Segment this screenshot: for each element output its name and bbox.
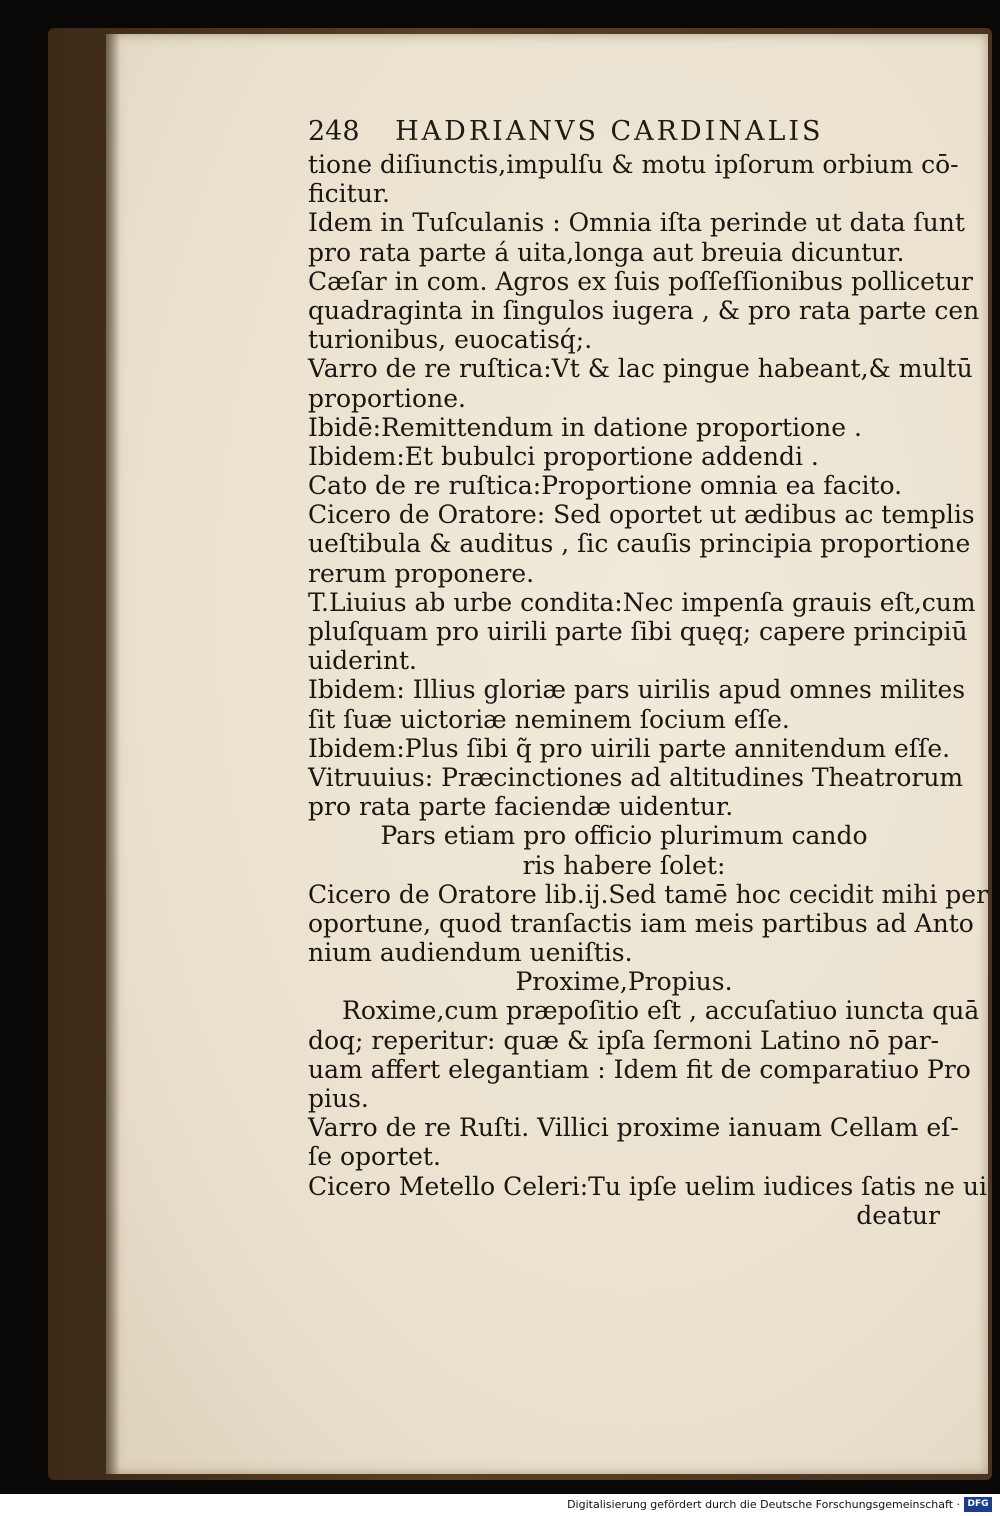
text-line: proportione.: [308, 383, 466, 413]
page-gutter-shadow: [106, 34, 120, 1474]
text-line: uiderint.: [308, 646, 417, 676]
text-line: uam affert elegantiam : Idem fit de comparatiuo Pro: [308, 1054, 971, 1084]
catchword-line: deatur: [856, 1200, 940, 1230]
text-line: T.Liuius ab urbe condita:Nec impenſa grauis eſt,cum: [308, 587, 976, 617]
text-line: Idem in Tuſculanis : Omnia iſta perinde ut data ſunt: [308, 208, 965, 238]
text-line: Ibidem:Et bubulci proportione addendi .: [308, 441, 819, 471]
section-heading-line: Pars etiam pro officio plurimum cando: [380, 821, 868, 851]
text-line: quadraginta in ſingulos iugera , & pro rata parte cen: [308, 295, 980, 325]
text-line: ueſtibula & auditus , ſic cauſis principia proportione: [308, 529, 971, 559]
text-line: Varro de re ruſtica:Vt & lac pingue habeant,& multū: [308, 354, 973, 384]
text-line: Cato de re ruſtica:Proportione omnia ea facito.: [308, 471, 903, 501]
text-line: nium audiendum ueniſtis.: [308, 938, 633, 968]
digitization-footer: [0, 1494, 1000, 1516]
text-line: Cicero Metello Celeri:Tu ipſe uelim iudices ſatis ne ui: [308, 1171, 988, 1201]
text-line: turionibus, euocatisq́;.: [308, 325, 593, 355]
text-line: pro rata parte faciendæ uidentur.: [308, 792, 734, 822]
text-line: rerum proponere.: [308, 558, 535, 588]
text-line: pluſquam pro uirili parte ſibi quęq; capere principiū: [308, 617, 968, 646]
section-heading-line: Proxime,Propius.: [515, 967, 733, 997]
running-header: [308, 116, 908, 150]
text-line: oportune, quod tranſactis iam meis partibus ad Anto: [308, 908, 974, 938]
text-line: Cæſar in com. Agros ex ſuis poſſeſſionibus pollicetur: [308, 266, 974, 296]
dfg-logo: DFG: [964, 1497, 992, 1512]
text-line: Roxime,cum præpoſitio eſt , accuſatiuo iuncta quā: [342, 996, 980, 1026]
text-line: Ibidē:Remittendum in datione proportione .: [308, 412, 862, 442]
text-line: pro rata parte á uita,longa aut breuia dicuntur.: [308, 237, 905, 267]
page-body-text: [308, 150, 989, 1230]
text-line: pius.: [308, 1084, 369, 1113]
running-head-title: HADRIANVS CARDINALIS: [395, 116, 824, 147]
text-line: ſit ſuæ uictoriæ neminem ſocium eſſe.: [308, 704, 790, 734]
text-line: Varro de re Ruſti. Villici proxime ianuam Cellam eſ-: [308, 1113, 959, 1143]
text-line: Vitruuius: Præcinctiones ad altitudines Theatrorum: [308, 762, 964, 792]
text-line: Ibidem: Illius gloriæ pars uirilis apud omnes milites: [308, 675, 966, 705]
text-line: doq; reperitur: quæ & ipſa ſermoni Latino nō par-: [308, 1025, 940, 1055]
text-line: tione diſiunctis,impulſu & motu ipſorum orbium cō-: [308, 150, 959, 179]
page-number: 248: [308, 116, 360, 147]
text-line: Cicero de Oratore: Sed oportet ut ædibus ac templis: [308, 500, 975, 530]
text-line: Ibidem:Plus ſibi q̃ pro uirili parte annitendum eſſe.: [308, 733, 951, 763]
text-line: ficitur.: [308, 179, 390, 209]
section-heading-line: ris habere ſolet:: [522, 850, 726, 880]
footer-credit-text: Digitalisierung gefördert durch die Deutsche Forschungsgemeinschaft ·: [567, 1498, 960, 1511]
text-line: Cicero de Oratore lib.ij.Sed tamē hoc cecidit mihi per: [308, 879, 989, 909]
text-line: ſe oportet.: [308, 1142, 441, 1172]
